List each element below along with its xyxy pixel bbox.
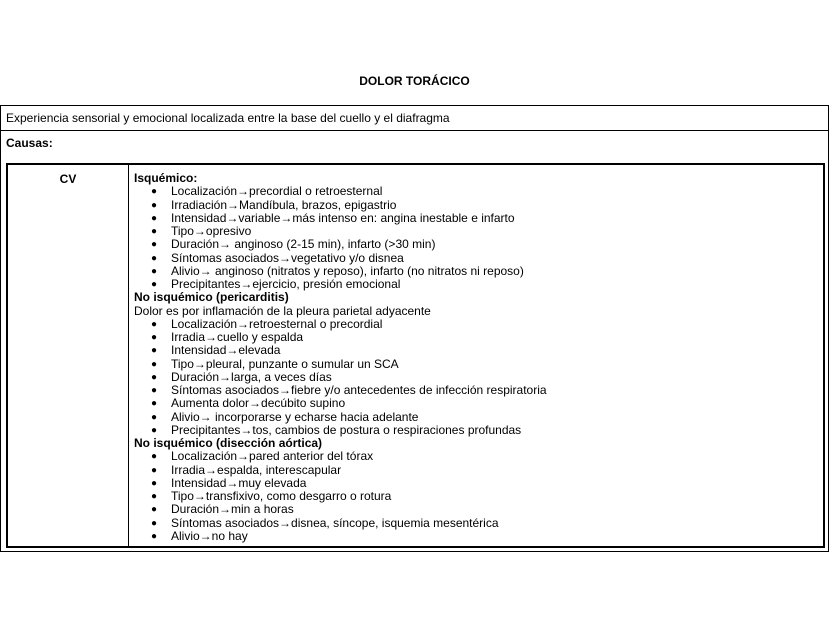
list-item-text: Síntomas asociados→fiebre y/o antecedentes de infección respiratoria	[171, 383, 547, 397]
bullet-icon: ●	[151, 345, 158, 357]
list-item	[134, 371, 819, 384]
cv-content	[134, 172, 819, 543]
section-list-diseccion-aortica	[134, 450, 819, 543]
bullet-icon: ●	[151, 530, 158, 542]
list-item-text: Tipo→transfixivo, como desgarro o rotura	[171, 489, 392, 503]
list-item	[134, 530, 819, 543]
list-item-text: Aumenta dolor→decúbito supino	[171, 396, 346, 411]
causes-table	[6, 163, 825, 548]
cv-label: CV	[59, 172, 77, 186]
list-item	[134, 517, 819, 530]
list-item	[134, 358, 819, 371]
list-item-text: Intensidad→muy elevada	[171, 475, 307, 490]
list-item-text: Irradia→espalda, interescapular	[171, 462, 342, 477]
list-item	[134, 490, 819, 503]
list-item	[134, 238, 819, 251]
list-item-text: Localización→retroesternal o precordial	[171, 316, 383, 331]
list-item-text: Alivio→ anginoso (nitratos y reposo), infarto (no nitratos ni reposo)	[171, 263, 524, 278]
list-item	[134, 212, 819, 225]
list-item-text: Duración→larga, a veces días	[171, 369, 332, 384]
list-item-text: Síntomas asociados→vegetativo y/o disnea	[171, 250, 404, 265]
list-item-text: Alivio→ incorporarse y echarse hacia adelante	[171, 409, 419, 424]
bullet-icon: ●	[151, 504, 158, 516]
list-item-text: Tipo→opresivo	[171, 224, 252, 238]
bullet-icon: ●	[151, 464, 158, 476]
list-item	[134, 397, 819, 410]
section-heading-diseccion-aortica: No isquémico (disección aórtica)	[134, 436, 323, 450]
list-item	[134, 503, 819, 516]
bullet-icon: ●	[151, 252, 158, 264]
list-item-text: Irradiación→Mandíbula, brazos, epigastrio	[171, 197, 397, 212]
bullet-icon: ●	[151, 371, 158, 383]
bullet-icon: ●	[151, 239, 158, 251]
bullet-icon: ●	[151, 265, 158, 277]
list-item-text: Intensidad→variable→más intenso en: angina inestable e infarto	[171, 210, 515, 225]
list-item-text: Tipo→pleural, punzante o sumular un SCA	[171, 356, 399, 371]
list-item	[134, 252, 819, 265]
bullet-icon: ●	[151, 517, 158, 529]
list-item	[134, 225, 819, 238]
list-item-text: Intensidad→elevada	[171, 343, 281, 358]
section-list-pericarditis	[134, 318, 819, 437]
bullet-icon: ●	[151, 332, 158, 343]
causes-label: Causas:	[6, 136, 53, 150]
bullet-icon: ●	[151, 358, 158, 370]
bullet-icon: ●	[151, 451, 158, 463]
list-item-text: Irradia→cuello y espalda	[171, 330, 304, 344]
list-item	[134, 384, 819, 397]
list-item-text: Duración→min a horas	[171, 502, 294, 517]
bullet-icon: ●	[151, 424, 158, 436]
list-item	[134, 185, 819, 198]
document-title: DOLOR TORÁCICO	[359, 74, 470, 88]
list-item	[134, 424, 819, 437]
bullet-icon: ●	[151, 212, 158, 224]
bullet-icon: ●	[151, 398, 158, 410]
section-note-pericarditis: Dolor es por inflamación de la pleura parietal adyacente	[134, 303, 431, 318]
list-item-text: Precipitantes→tos, cambios de postura o respiraciones profundas	[171, 422, 522, 437]
bullet-icon: ●	[151, 491, 158, 502]
bullet-icon: ●	[151, 186, 158, 198]
bullet-icon: ●	[151, 226, 158, 237]
list-item-text: Duración→ anginoso (2-15 min), infarto (>30 min)	[171, 237, 436, 252]
column-divider	[128, 165, 129, 546]
list-item	[134, 265, 819, 278]
list-item	[134, 331, 819, 344]
list-item	[134, 450, 819, 463]
list-item	[134, 278, 819, 291]
list-item	[134, 318, 819, 331]
bullet-icon: ●	[151, 411, 158, 423]
list-item-text: Síntomas asociados→disnea, síncope, isquemia mesentérica	[171, 515, 499, 530]
list-item-text: Alivio→no hay	[171, 528, 248, 543]
list-item-text: Localización→pared anterior del tórax	[171, 449, 374, 464]
list-item	[134, 464, 819, 477]
bullet-icon: ●	[151, 279, 158, 290]
definition-row	[1, 106, 828, 131]
list-item-text: Precipitantes→ejercicio, presión emocional	[171, 277, 401, 291]
bullet-icon: ●	[151, 199, 158, 211]
list-item-text: Localización→precordial o retroesternal	[171, 184, 383, 199]
section-heading-isquemico: Isquémico:	[134, 171, 198, 185]
bullet-icon: ●	[151, 477, 158, 489]
list-item	[134, 199, 819, 212]
list-item	[134, 411, 819, 424]
definition-text: Experiencia sensorial y emocional localizada entre la base del cuello y el diafragma	[6, 111, 450, 125]
section-heading-pericarditis: No isquémico (pericarditis)	[134, 290, 289, 305]
list-item	[134, 344, 819, 357]
section-list-isquemico	[134, 185, 819, 291]
definition-table	[0, 105, 829, 552]
bullet-icon: ●	[151, 318, 158, 330]
bullet-icon: ●	[151, 385, 158, 396]
list-item	[134, 477, 819, 490]
